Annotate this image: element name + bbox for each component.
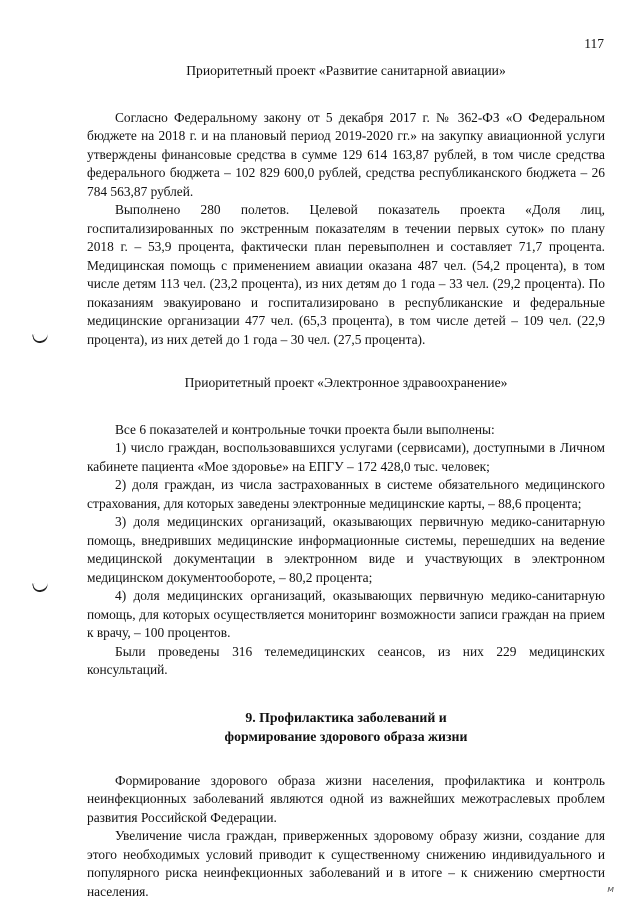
paragraph-prevention: Формирование здорового образа жизни населения, профилактика и контроль неинфекционных заболеваний являются одной из важнейших межотраслевых проблем развития Российской Федерации. [87,772,605,825]
paragraph-healthy-lifestyle: Увеличение числа граждан, приверженных здоровому образу жизни, создание для этого необходимых условий приводит к существенному снижению индивидуального и популярного риска неинфекционных заболеваний и в итоге – к снижению смертности населения. [87,828,605,899]
list-item-4: 4) доля медицинских организаций, оказывающих первичную медико-санитарную помощь, для которых осуществляется мониторинг возможности записи граждан на прием к врачу, – 100 процентов. [87,588,605,640]
list-item-2: 2) доля граждан, из числа застрахованных в системе обязательного медицинского страхования, для которых заведены электронные медицинские карты, – 88,6 процента; [87,477,605,511]
paragraph-intro: Все 6 показателей и контрольные точки проекта были выполнены: [115,421,495,437]
list-item-1: 1) число граждан, воспользовавшихся услугами (сервисами), доступными в Личном кабинете пациента «Мое здоровье» на ЕПГУ – 172 428,0 тыс. человек; [87,440,605,474]
paragraph-budget: Согласно Федеральному закону от 5 декабря 2017 г. № 362-ФЗ «О Федеральном бюджете на 2018 г. и на плановый период 2019-2020 гг.» на закупку авиационной услуги утверждены финансовые средства в сумме 129 614 163,87 рублей, в том числе средства федерального бюджета – 102 829 600,0 рублей, средства республиканского бюджета – 26 784 563,87 рублей. [87,109,605,199]
paragraph-telemedicine: Были проведены 316 телемедицинских сеансов, из них 229 медицинских консультаций. [87,643,605,677]
section-title-e-health: Приоритетный проект «Электронное здравоохранение» [184,375,508,390]
document-body [87,62,605,901]
paragraph-flights: Выполнено 280 полетов. Целевой показатель проекта «Доля лиц, госпитализированных по экстренным показателям в течении первых суток» по плану 2018 г. – 53,9 процента, фактически план перевыполнен и составляет 71,7 процента. Медицинская помощь с применением авиации оказана 487 чел. (54,2 процента), в том числе детям 113 чел. (23,2 процента), из них детям до 1 года – 33 чел. (29,2 процента). По показаниям эвакуировано и госпитализировано в республиканские и федеральные медицинские организации 477 чел. (65,3 процента), в том числе детей – 109 чел. (22,9 процента), из них детей до 1 года – 30 чел. (27,5 процента). [87,202,605,347]
margin-mark [32,581,49,594]
section-title-sanitary-aviation: Приоритетный проект «Развитие санитарной авиации» [186,63,506,78]
margin-mark [32,332,49,345]
chapter-heading [87,708,605,746]
page-number: 117 [584,36,604,51]
chapter-title-line-1: 9. Профилактика заболеваний и [245,709,447,725]
chapter-title-line-2: формирование здорового образа жизни [224,728,468,744]
list-item-3: 3) доля медицинских организаций, оказывающих первичную медико-санитарную помощь, внедривших медицинские информационные системы, перешедших на ведение медицинской документации в электронном виде и участвующих в электронном медицинском документообороте, – 80,2 процента; [87,514,605,585]
handwritten-signature: ᴍ [607,885,614,895]
